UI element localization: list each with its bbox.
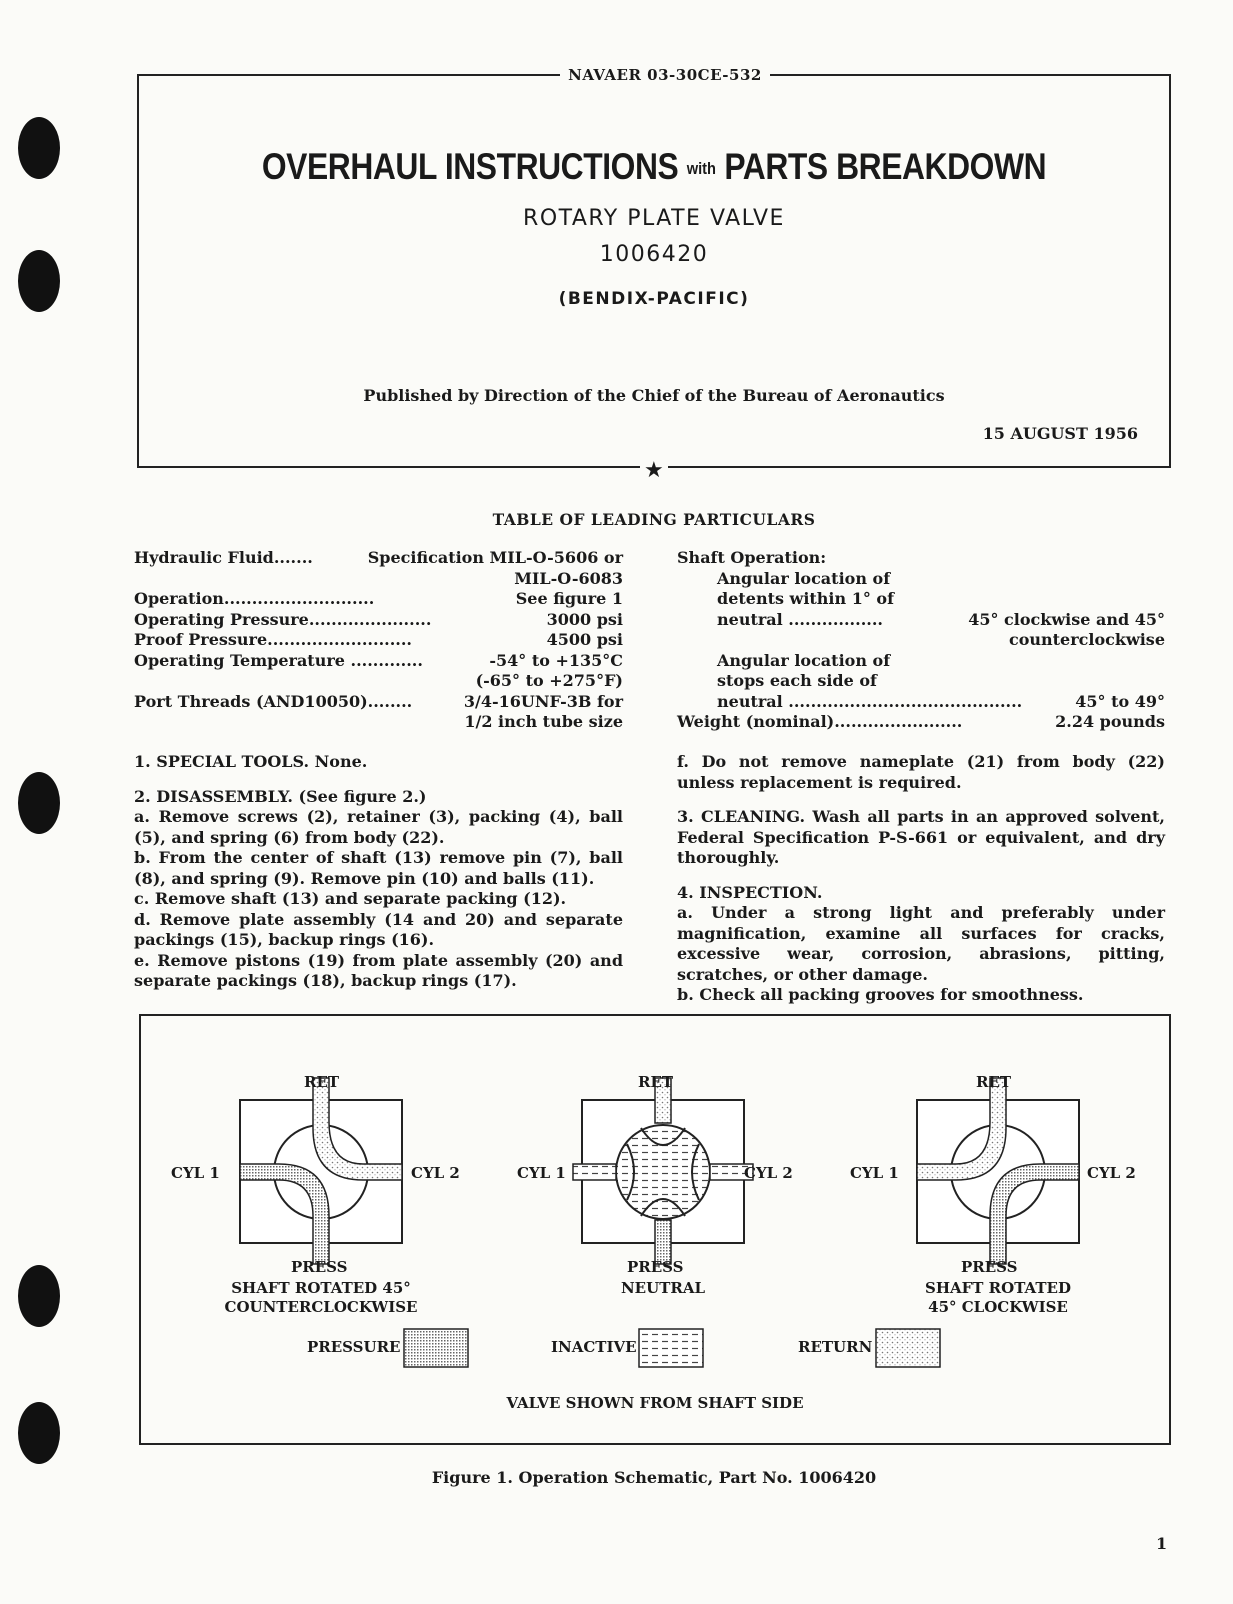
stops-line-1: Angular location of bbox=[717, 650, 891, 670]
neutral-caption: NEUTRAL bbox=[620, 1279, 706, 1297]
detents-line-2: detents within 1° of bbox=[717, 589, 894, 608]
part-number: 1006420 bbox=[599, 242, 709, 267]
published-by: Published by Direction of the Chief of the Bureau of Aeronautics bbox=[363, 386, 945, 405]
detents-value: 45° clockwise and 45° bbox=[968, 609, 1165, 629]
operating-temperature-label: Operating Temperature ............. bbox=[134, 650, 423, 670]
disassembly-step-f: f. Do not remove nameplate (21) from body (22) unless replacement is required. bbox=[677, 752, 1165, 792]
proof-pressure-value: 4500 psi bbox=[546, 630, 623, 649]
operation-schematic-figure bbox=[139, 1014, 1171, 1445]
particulars-right bbox=[677, 548, 1165, 733]
particulars-heading: TABLE OF LEADING PARTICULARS bbox=[492, 510, 816, 529]
valve-diagram-ccw bbox=[240, 1078, 402, 1264]
ccw-cyl1-label: CYL 1 bbox=[171, 1164, 220, 1182]
binder-hole-1 bbox=[18, 117, 60, 179]
document-title bbox=[211, 146, 1097, 188]
inspection-step-b: b. Check all packing grooves for smoothness. bbox=[677, 985, 1084, 1004]
disassembly-step-c: c. Remove shaft (13) and separate packing (12). bbox=[134, 889, 567, 908]
operation-value: See figure 1 bbox=[515, 589, 623, 608]
cw-caption-2: 45° CLOCKWISE bbox=[928, 1298, 1068, 1316]
valve-diagram-cw bbox=[917, 1078, 1079, 1264]
legend-return-label: RETURN bbox=[798, 1338, 873, 1356]
ccw-cyl2-label: CYL 2 bbox=[411, 1164, 460, 1182]
disassembly-step-e: e. Remove pistons (19) from plate assembly (20) and separate packings (18), backup rings (17). bbox=[134, 950, 623, 990]
publication-date: 15 AUGUST 1956 bbox=[982, 424, 1138, 443]
neutral-cyl2-label: CYL 2 bbox=[744, 1164, 793, 1182]
ccw-press-label: PRESS bbox=[291, 1258, 348, 1276]
legend-return-swatch bbox=[876, 1329, 940, 1367]
disassembly-step-b: b. From the center of shaft (13) remove pin (7), ball (8), and spring (9). Remove pin (10) and balls (11). bbox=[134, 848, 623, 888]
legend-pressure-swatch bbox=[404, 1329, 468, 1367]
detents-line-3: neutral ................. bbox=[717, 609, 883, 629]
neutral-ret-label: RET bbox=[638, 1073, 674, 1091]
title-part2: PARTS BREAKDOWN bbox=[724, 146, 1047, 187]
stops-line-2: stops each side of bbox=[717, 671, 877, 690]
valve-diagram-neutral bbox=[573, 1078, 753, 1264]
cw-press-label: PRESS bbox=[961, 1258, 1018, 1276]
body-right-column bbox=[677, 752, 1165, 1006]
weight-label: Weight (nominal)....................... bbox=[677, 712, 963, 731]
inspection-heading: 4. INSPECTION. bbox=[677, 882, 823, 902]
cw-caption-1: SHAFT ROTATED bbox=[925, 1279, 1071, 1297]
ccw-ret-label: RET bbox=[304, 1073, 340, 1091]
hydraulic-fluid-value: Specification MIL-O-5606 or bbox=[367, 548, 623, 567]
hydraulic-fluid-value-2: MIL-O-6083 bbox=[514, 568, 623, 588]
title-with: with bbox=[686, 159, 716, 179]
operating-pressure-value: 3000 psi bbox=[546, 609, 623, 629]
weight-value: 2.24 pounds bbox=[1055, 712, 1165, 731]
title-block bbox=[137, 74, 1171, 468]
port-threads-value: 3/4-16UNF-3B for bbox=[463, 691, 623, 711]
subtitle: ROTARY PLATE VALVE bbox=[523, 206, 785, 231]
figure-caption: Figure 1. Operation Schematic, Part No. 1006420 bbox=[431, 1468, 877, 1487]
cw-cyl1-label: CYL 1 bbox=[850, 1164, 899, 1182]
page-number: 1 bbox=[1156, 1534, 1168, 1553]
disassembly-step-a: a. Remove screws (2), retainer (3), packing (4), ball (5), and spring (6) from body (22). bbox=[134, 807, 623, 847]
hydraulic-fluid-label: Hydraulic Fluid....... bbox=[134, 548, 313, 567]
title-part1: OVERHAUL INSTRUCTIONS bbox=[261, 146, 679, 187]
special-tools: 1. SPECIAL TOOLS. None. bbox=[134, 752, 368, 771]
binder-hole-4 bbox=[18, 1265, 60, 1327]
star-icon: ★ bbox=[640, 460, 668, 482]
shaft-operation-label: Shaft Operation: bbox=[677, 548, 827, 567]
binder-hole-2 bbox=[18, 250, 60, 312]
manufacturer: (BENDIX-PACIFIC) bbox=[558, 289, 750, 309]
binder-hole-5 bbox=[18, 1402, 60, 1464]
view-note: VALVE SHOWN FROM SHAFT SIDE bbox=[506, 1394, 804, 1412]
stops-line-3: neutral .......................................... bbox=[717, 691, 1023, 711]
particulars-left bbox=[134, 548, 623, 733]
cw-ret-label: RET bbox=[976, 1073, 1012, 1091]
operating-temperature-value: -54° to +135°C bbox=[489, 650, 623, 670]
ccw-caption-1: SHAFT ROTATED 45° bbox=[231, 1279, 411, 1297]
port-threads-label: Port Threads (AND10050)........ bbox=[134, 691, 413, 711]
body-left-column bbox=[134, 752, 623, 992]
disassembly-step-d: d. Remove plate assembly (14 and 20) and separate packings (15), backup rings (16). bbox=[134, 909, 623, 949]
operating-temperature-value-2: (-65° to +275°F) bbox=[475, 671, 623, 690]
ccw-caption-2: COUNTERCLOCKWISE bbox=[224, 1298, 418, 1316]
operation-label: Operation........................... bbox=[134, 589, 375, 608]
port-threads-value-2: 1/2 inch tube size bbox=[464, 712, 623, 731]
legend-inactive-label: INACTIVE bbox=[551, 1338, 637, 1356]
detents-line-1: Angular location of bbox=[717, 568, 891, 588]
stops-value: 45° to 49° bbox=[1075, 691, 1165, 711]
inspection-step-a: a. Under a strong light and preferably under magnification, examine all surfaces for cracks, excessive wear, corrosion, abrasions, pitting, scratches, or other damage. bbox=[677, 903, 1165, 984]
binder-hole-3 bbox=[18, 772, 60, 834]
neutral-press-label: PRESS bbox=[627, 1258, 684, 1276]
proof-pressure-label: Proof Pressure.......................... bbox=[134, 630, 412, 649]
disassembly-heading: 2. DISASSEMBLY. (See figure 2.) bbox=[134, 786, 427, 806]
legend-pressure-label: PRESSURE bbox=[307, 1338, 401, 1356]
document-number: NAVAER 03-30CE-532 bbox=[560, 66, 770, 84]
legend-inactive-swatch bbox=[639, 1329, 703, 1367]
detents-value-2: counterclockwise bbox=[1008, 630, 1165, 649]
cleaning: 3. CLEANING. Wash all parts in an approved solvent, Federal Specification P-S-661 or equivalent, and dry thoroughly. bbox=[677, 807, 1165, 867]
cw-cyl2-label: CYL 2 bbox=[1087, 1164, 1136, 1182]
neutral-cyl1-label: CYL 1 bbox=[517, 1164, 566, 1182]
operating-pressure-label: Operating Pressure...................... bbox=[134, 609, 432, 629]
